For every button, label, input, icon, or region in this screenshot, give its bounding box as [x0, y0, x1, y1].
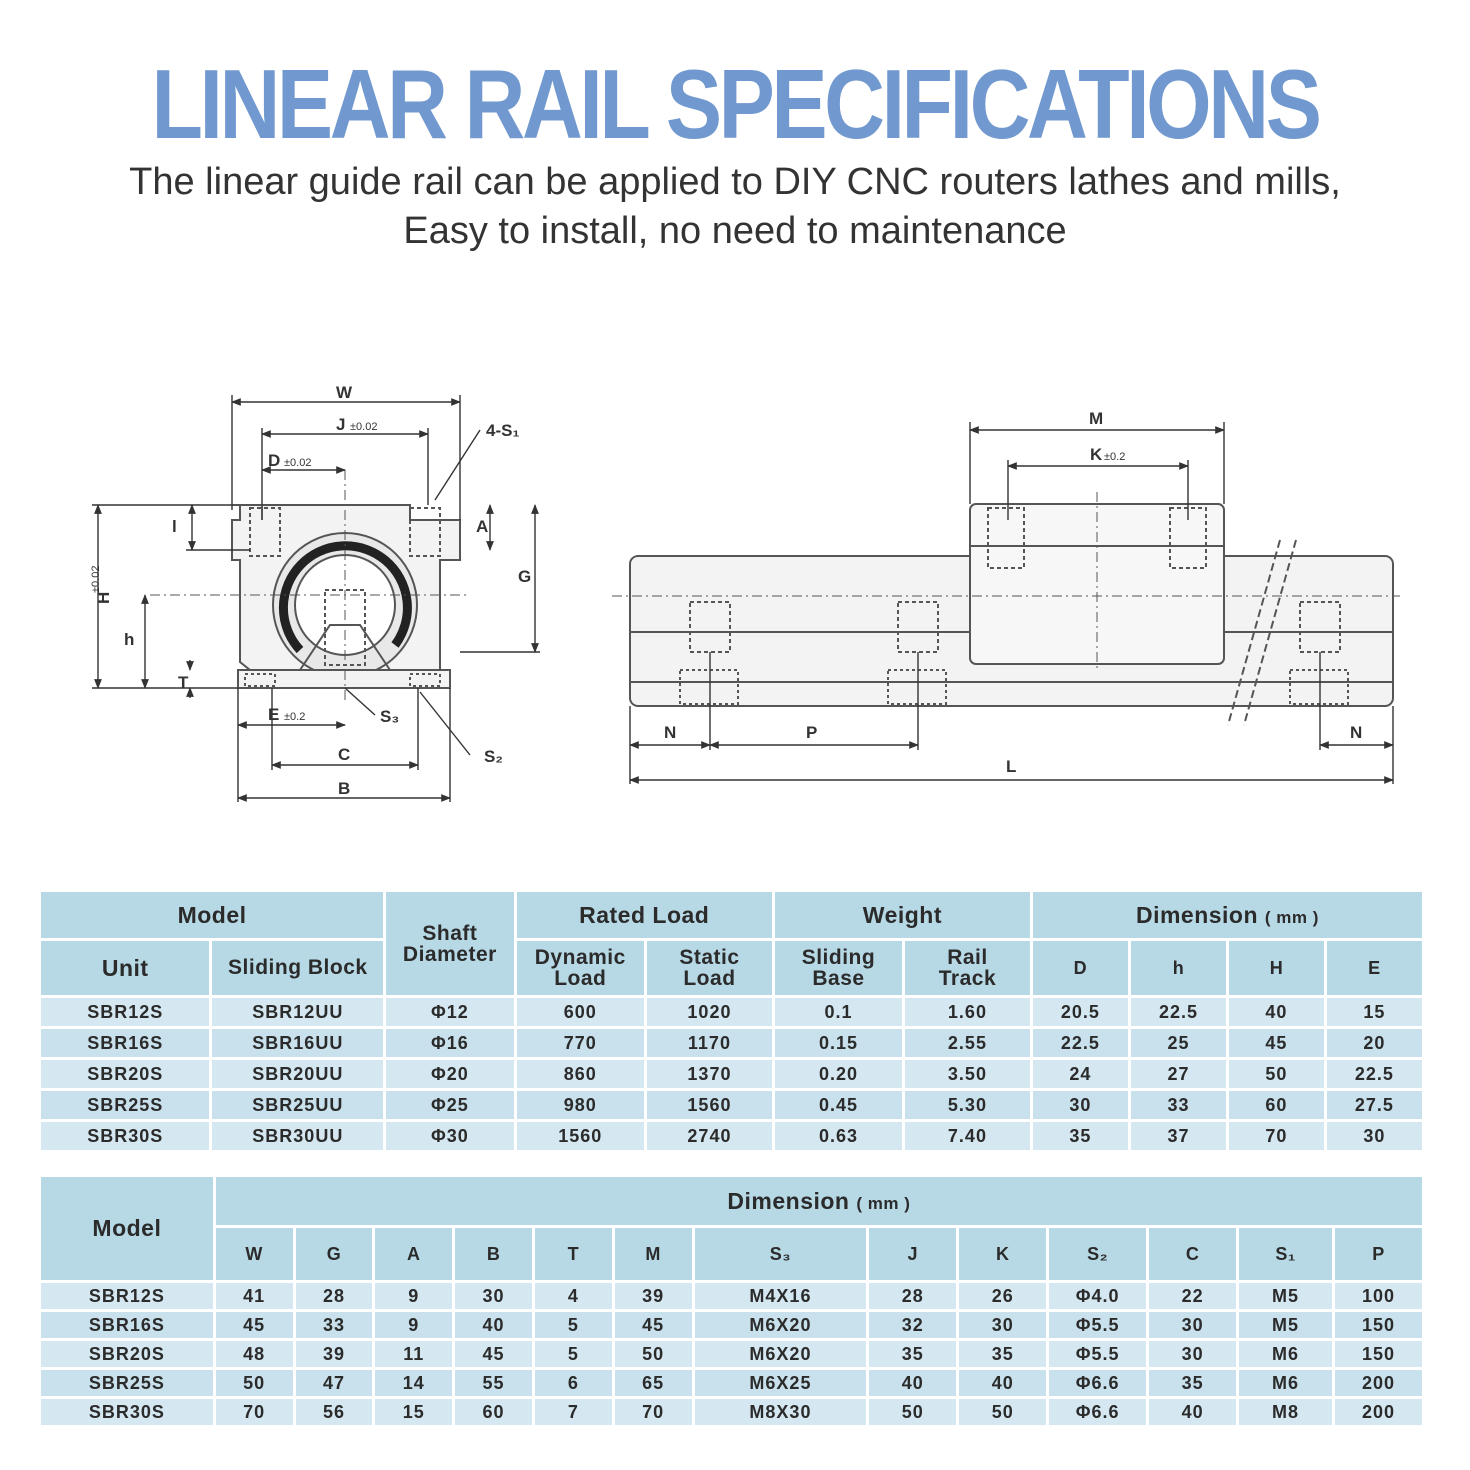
table2-cell: M6X20 — [695, 1341, 867, 1367]
table2-cell: 47 — [296, 1370, 373, 1396]
table1-cell: 0.45 — [775, 1091, 902, 1119]
table2-cell: 40 — [959, 1370, 1046, 1396]
table2-cell: 50 — [959, 1399, 1046, 1425]
table1-cell: 20 — [1327, 1029, 1422, 1057]
header-model-2: Model — [41, 1177, 213, 1280]
table1-cell: 2740 — [647, 1122, 772, 1150]
table2-cell: 150 — [1335, 1341, 1422, 1367]
table2-cell: SBR16S — [41, 1312, 213, 1338]
table1-cell: 40 — [1229, 998, 1324, 1026]
table2-cell: 6 — [535, 1370, 612, 1396]
column-header: J — [869, 1228, 956, 1280]
table1-cell: 0.20 — [775, 1060, 902, 1088]
table1-cell: Φ25 — [386, 1091, 513, 1119]
table2-cell: M6X20 — [695, 1312, 867, 1338]
table1-cell: 70 — [1229, 1122, 1324, 1150]
table-row — [41, 1370, 1422, 1396]
subtitle-line-1: The linear guide rail can be applied to DIY CNC routers lathes and mills, — [129, 161, 1341, 203]
column-header: K — [959, 1228, 1046, 1280]
table-row — [41, 1091, 1422, 1119]
header-rail-track — [905, 941, 1030, 995]
table2-cell: M6X25 — [695, 1370, 867, 1396]
header-dimension-label: Dimension — [1135, 901, 1259, 928]
table1-cell: 37 — [1131, 1122, 1226, 1150]
table1-cell: 50 — [1229, 1060, 1324, 1088]
table1-body — [41, 998, 1422, 1150]
table2-cell: 100 — [1335, 1283, 1422, 1309]
table2-cell: SBR25S — [41, 1370, 213, 1396]
table1-cell: SBR20S — [41, 1060, 209, 1088]
table1-cell: 45 — [1229, 1029, 1324, 1057]
header-rated-load: Rated Load — [517, 892, 772, 938]
header-model: Model — [41, 892, 383, 938]
header-sliding-line2: Base — [812, 967, 865, 990]
table2-cell: 48 — [216, 1341, 293, 1367]
table2-cell: M8X30 — [695, 1399, 867, 1425]
table2-cell: Φ6.6 — [1049, 1399, 1146, 1425]
table1-cell: SBR30S — [41, 1122, 209, 1150]
table2-cell: 30 — [1149, 1341, 1236, 1367]
header-sliding-line1: Sliding — [801, 946, 876, 969]
column-header: A — [375, 1228, 452, 1280]
table1-cell: 770 — [517, 1029, 644, 1057]
table2-cell: 35 — [959, 1341, 1046, 1367]
table2-cell: 41 — [216, 1283, 293, 1309]
table1-cell: 20.5 — [1033, 998, 1128, 1026]
table2-cell: 60 — [455, 1399, 532, 1425]
table2-cell: 5 — [535, 1341, 612, 1367]
table2-cell: 50 — [615, 1341, 692, 1367]
table2-cell: M6 — [1239, 1341, 1332, 1367]
column-header: B — [455, 1228, 532, 1280]
table1-cell: 0.15 — [775, 1029, 902, 1057]
table2-cell: 39 — [615, 1283, 692, 1309]
label-n-right: N — [1350, 723, 1363, 742]
table1-cell: 1.60 — [905, 998, 1030, 1026]
table1-cell: 35 — [1033, 1122, 1128, 1150]
table2-body — [41, 1283, 1422, 1425]
table2-cell: Φ4.0 — [1049, 1283, 1146, 1309]
table2-cell: SBR20S — [41, 1341, 213, 1367]
table2-cell: M6 — [1239, 1370, 1332, 1396]
header-e: E — [1327, 941, 1422, 995]
table1-cell: SBR12S — [41, 998, 209, 1026]
table1-cell: 33 — [1131, 1091, 1226, 1119]
table2-cell: 30 — [959, 1312, 1046, 1338]
table2-cell: 56 — [296, 1399, 373, 1425]
table2-cell: M4X16 — [695, 1283, 867, 1309]
table1-cell: 1560 — [517, 1122, 644, 1150]
label-e: E — [268, 705, 280, 724]
column-header: S₃ — [695, 1228, 867, 1280]
table2-cell: 5 — [535, 1312, 612, 1338]
table2-cell: 32 — [869, 1312, 956, 1338]
table-row — [41, 1060, 1422, 1088]
table1-cell: 1370 — [647, 1060, 772, 1088]
table2-cell: Φ5.5 — [1049, 1312, 1146, 1338]
label-d-tol: ±0.02 — [284, 457, 312, 469]
column-header: W — [216, 1228, 293, 1280]
table1-cell: 25 — [1131, 1029, 1226, 1057]
table1-cell: 0.1 — [775, 998, 902, 1026]
header-d: D — [1033, 941, 1128, 995]
side-view — [612, 492, 1400, 725]
spec-table-dimensions — [38, 1174, 1425, 1428]
label-s3: S₃ — [380, 707, 400, 726]
table2-cell: 70 — [216, 1399, 293, 1425]
label-s1: 4-S₁ — [486, 421, 520, 440]
label-b: B — [338, 779, 351, 798]
table1-cell: 22.5 — [1327, 1060, 1422, 1088]
label-j: J — [336, 415, 346, 434]
table2-cell: 28 — [296, 1283, 373, 1309]
header-dimension — [1033, 892, 1422, 938]
table1-cell: 22.5 — [1033, 1029, 1128, 1057]
label-a: A — [476, 517, 489, 536]
table1-cell: 7.40 — [905, 1122, 1030, 1150]
table2-cell: 33 — [296, 1312, 373, 1338]
table2-cell: SBR30S — [41, 1399, 213, 1425]
page-title: LINEAR RAIL SPECIFICATIONS — [151, 49, 1319, 159]
table-row — [41, 1341, 1422, 1367]
table2-cell: 14 — [375, 1370, 452, 1396]
table1-cell: 0.63 — [775, 1122, 902, 1150]
label-h-lower: h — [124, 630, 135, 649]
table1-cell: 24 — [1033, 1060, 1128, 1088]
header-shaft-diameter — [386, 892, 513, 995]
header-unit: Unit — [41, 941, 209, 995]
table1-cell: 60 — [1229, 1091, 1324, 1119]
table2-column-headers — [41, 1228, 1422, 1280]
technical-drawing — [0, 370, 1470, 810]
column-header: G — [296, 1228, 373, 1280]
table2-cell: SBR12S — [41, 1283, 213, 1309]
subtitle-line-2: Easy to install, no need to maintenance — [403, 210, 1067, 252]
table2-cell: Φ5.5 — [1049, 1341, 1146, 1367]
table2-cell: 45 — [216, 1312, 293, 1338]
table1-cell: 2.55 — [905, 1029, 1030, 1057]
table1-cell: 15 — [1327, 998, 1422, 1026]
header-rail-line1: Rail — [947, 946, 988, 969]
label-g: G — [518, 567, 532, 586]
header-dimension-2-unit: ( mm ) — [856, 1193, 911, 1213]
label-h-upper: H — [94, 591, 113, 604]
page-subtitle — [0, 158, 1470, 256]
table2-cell: 26 — [959, 1283, 1046, 1309]
table2-cell: 30 — [455, 1283, 532, 1309]
table-row — [41, 998, 1422, 1026]
label-h-tol: ±0.02 — [90, 565, 102, 593]
column-header: P — [1335, 1228, 1422, 1280]
table1-cell: SBR30UU — [212, 1122, 383, 1150]
column-header: C — [1149, 1228, 1236, 1280]
label-s2: S₂ — [484, 747, 503, 766]
label-j-tol: ±0.02 — [350, 421, 378, 433]
table2-cell: M5 — [1239, 1283, 1332, 1309]
table2-cell: 45 — [615, 1312, 692, 1338]
table1-cell: 27.5 — [1327, 1091, 1422, 1119]
table2-cell: 9 — [375, 1312, 452, 1338]
header-dimension-2-label: Dimension — [727, 1187, 850, 1214]
table1-cell: 27 — [1131, 1060, 1226, 1088]
table-row — [41, 1283, 1422, 1309]
table1-cell: 1020 — [647, 998, 772, 1026]
header-shaft-line1: Shaft — [422, 921, 478, 945]
table1-cell: 860 — [517, 1060, 644, 1088]
table2-cell: 150 — [1335, 1312, 1422, 1338]
header-dimension-unit: ( mm ) — [1264, 907, 1319, 927]
table1-cell: 1560 — [647, 1091, 772, 1119]
table1-cell: SBR20UU — [212, 1060, 383, 1088]
label-k-tol: ±0.2 — [1104, 451, 1126, 463]
table1-cell: SBR16S — [41, 1029, 209, 1057]
table2-cell: 50 — [869, 1399, 956, 1425]
header-shaft-line2: Diameter — [402, 942, 497, 966]
table-row — [41, 1029, 1422, 1057]
table2-cell: 30 — [1149, 1312, 1236, 1338]
header-h-lower: h — [1131, 941, 1226, 995]
table1-cell: Φ20 — [386, 1060, 513, 1088]
table2-cell: 7 — [535, 1399, 612, 1425]
header-rail-line2: Track — [938, 967, 997, 990]
table2-cell: M5 — [1239, 1312, 1332, 1338]
table2-cell: 70 — [615, 1399, 692, 1425]
column-header: S₁ — [1239, 1228, 1332, 1280]
table2-cell: 40 — [1149, 1399, 1236, 1425]
header-static-load — [647, 941, 772, 995]
label-k: K — [1090, 445, 1103, 464]
table2-cell: 4 — [535, 1283, 612, 1309]
table-row — [41, 1122, 1422, 1150]
header-dynamic-line1: Dynamic — [534, 946, 626, 969]
table2-cell: 22 — [1149, 1283, 1236, 1309]
table2-cell: 9 — [375, 1283, 452, 1309]
table2-cell: 15 — [375, 1399, 452, 1425]
table2-cell: Φ6.6 — [1049, 1370, 1146, 1396]
table1-cell: Φ30 — [386, 1122, 513, 1150]
column-header: S₂ — [1049, 1228, 1146, 1280]
table2-cell: 40 — [869, 1370, 956, 1396]
label-e-tol: ±0.2 — [284, 711, 306, 723]
table2-cell: 35 — [1149, 1370, 1236, 1396]
table1-cell: SBR16UU — [212, 1029, 383, 1057]
label-w: W — [336, 383, 353, 402]
table1-cell: SBR12UU — [212, 998, 383, 1026]
table2-cell: 65 — [615, 1370, 692, 1396]
header-dynamic-load — [517, 941, 644, 995]
header-static-line2: Load — [683, 967, 736, 990]
header-sliding-base — [775, 941, 902, 995]
table1-cell: Φ16 — [386, 1029, 513, 1057]
table2-cell: 11 — [375, 1341, 452, 1367]
table1-cell: 30 — [1033, 1091, 1128, 1119]
label-c: C — [338, 745, 351, 764]
table1-cell: 22.5 — [1131, 998, 1226, 1026]
header-dimension-2 — [216, 1177, 1422, 1225]
table2-cell: 39 — [296, 1341, 373, 1367]
header-h-upper: H — [1229, 941, 1324, 995]
label-t: T — [178, 673, 189, 692]
table1-cell: 5.30 — [905, 1091, 1030, 1119]
table2-cell: 28 — [869, 1283, 956, 1309]
label-n-left: N — [664, 723, 677, 742]
header-sliding-block: Sliding Block — [212, 941, 383, 995]
table1-cell: 3.50 — [905, 1060, 1030, 1088]
table1-cell: 980 — [517, 1091, 644, 1119]
column-header: T — [535, 1228, 612, 1280]
table1-cell: 30 — [1327, 1122, 1422, 1150]
table-row — [41, 1399, 1422, 1425]
spec-table-load-weight — [38, 889, 1425, 1153]
header-dynamic-line2: Load — [554, 967, 607, 990]
table-row — [41, 1312, 1422, 1338]
table2-cell: 200 — [1335, 1370, 1422, 1396]
label-m: M — [1089, 409, 1104, 428]
table1-cell: SBR25UU — [212, 1091, 383, 1119]
table2-cell: 35 — [869, 1341, 956, 1367]
table2-cell: 45 — [455, 1341, 532, 1367]
table1-cell: 600 — [517, 998, 644, 1026]
table2-cell: 40 — [455, 1312, 532, 1338]
table2-cell: 55 — [455, 1370, 532, 1396]
table1-cell: 1170 — [647, 1029, 772, 1057]
table1-cell: SBR25S — [41, 1091, 209, 1119]
label-d: D — [268, 451, 281, 470]
table1-cell: Φ12 — [386, 998, 513, 1026]
table2-cell: 200 — [1335, 1399, 1422, 1425]
header-weight: Weight — [775, 892, 1030, 938]
label-l-small: l — [172, 517, 177, 536]
label-p: P — [806, 723, 818, 742]
table2-cell: 50 — [216, 1370, 293, 1396]
header-static-line1: Static — [679, 946, 740, 969]
label-l: L — [1006, 757, 1017, 776]
table2-cell: M8 — [1239, 1399, 1332, 1425]
column-header: M — [615, 1228, 692, 1280]
